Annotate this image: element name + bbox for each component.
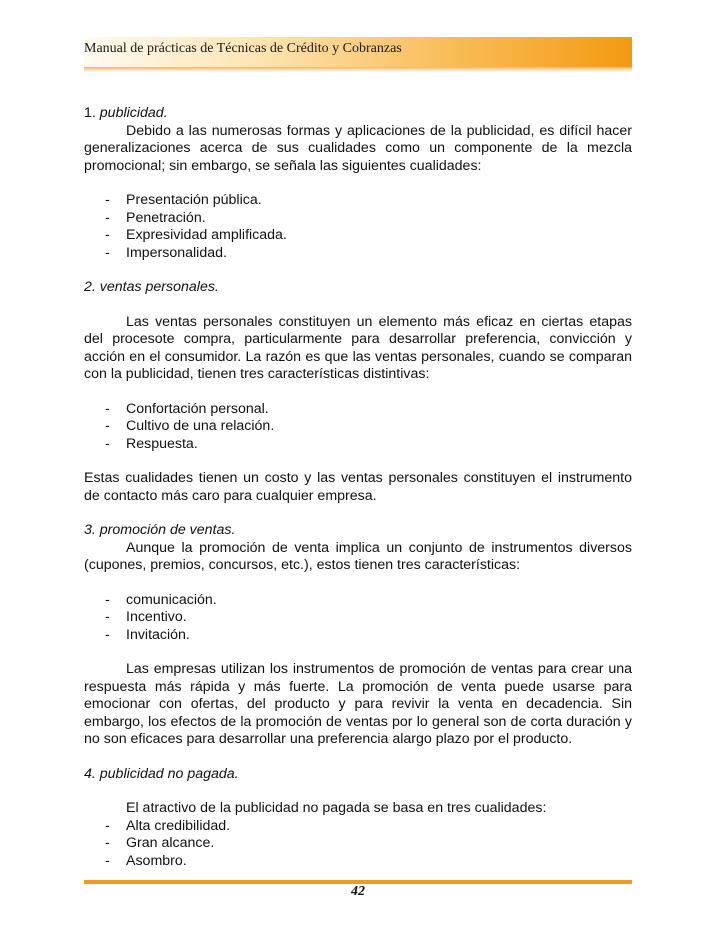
section-1-heading (84, 105, 632, 123)
list-item: - Cultivo de una relación. (84, 418, 632, 436)
list-item: - Invitación. (84, 627, 632, 645)
section-3-list (84, 592, 632, 645)
section-1-list (84, 192, 632, 262)
running-header: Manual de prácticas de Técnicas de Crédito y Cobranzas (84, 41, 402, 56)
list-item: - Respuesta. (84, 436, 632, 454)
list-item: - Presentación pública. (84, 192, 632, 210)
list-item: - Alta credibilidad. (84, 818, 632, 836)
list-item: - Incentivo. (84, 609, 632, 627)
section-3-title: 3. promoción de ventas. (84, 522, 236, 538)
list-item: - Penetración. (84, 210, 632, 228)
header-shadow (84, 67, 632, 72)
section-3-paragraph: Aunque la promoción de venta implica un conjunto de instrumentos diversos (cupones, premios, concursos, etc.), estos tienen tres características: (84, 539, 632, 573)
section-4-paragraph: El atractivo de la publicidad no pagada se basa en tres cualidades: (126, 800, 547, 816)
section-2-title: 2. ventas personales. (84, 279, 219, 295)
section-2-paragraph: Las ventas personales constituyen un elemento más eficaz en ciertas etapas del procesote compra, particularmente para desarrollar preferencia, convicción y acción en el consumidor. La razón es que las ventas personales, cuando se comparan con la publicidad, tienen tres características distintivas: (84, 313, 632, 382)
list-item: - Impersonalidad. (84, 245, 632, 263)
section-3-closing-paragraph: Las empresas utilizan los instrumentos de promoción de ventas para crear una respuesta más rápida y más fuerte. La promoción de venta puede usarse para emocionar con ofertas, del producto y para revivir la venta en decadencia. Sin embargo, los efectos de la promoción de ventas por lo general son de corta duración y no son eficaces para desarrollar una preferencia alargo plazo por el producto. (84, 661, 632, 747)
section-1-title: publicidad. (99, 105, 168, 121)
page-body (84, 105, 632, 870)
list-item: - Gran alcance. (84, 835, 632, 853)
section-1-number: 1. (84, 105, 96, 121)
list-item: - Confortación personal. (84, 401, 632, 419)
page-number: 42 (351, 884, 365, 899)
section-2-list (84, 401, 632, 454)
list-item: - comunicación. (84, 592, 632, 610)
section-1-paragraph: Debido a las numerosas formas y aplicaciones de la publicidad, es difícil hacer generalizaciones acerca de sus cualidades como un componente de la mezcla promocional; sin embargo, se señala las siguientes cualidades: (84, 122, 632, 174)
list-item: - Asombro. (84, 853, 632, 871)
section-4-list (84, 818, 632, 871)
list-item: - Expresividad amplificada. (84, 227, 632, 245)
section-2-closing-paragraph: Estas cualidades tienen un costo y las ventas personales constituyen el instrumento de contacto más caro para cualquier empresa. (84, 470, 632, 504)
section-4-title: 4. publicidad no pagada. (84, 765, 239, 782)
